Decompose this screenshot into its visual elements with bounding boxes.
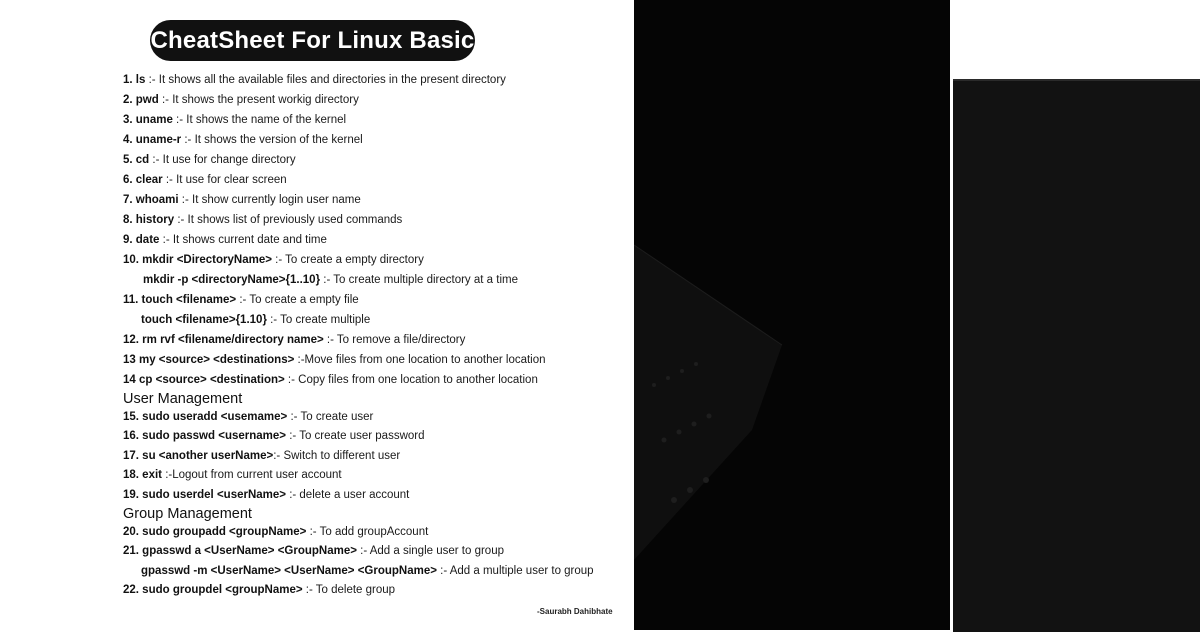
command-name: touch <filename>{1.10} xyxy=(141,314,267,326)
command-description: :- To add groupAccount xyxy=(306,525,429,538)
command-description: :- To create user password xyxy=(286,430,425,443)
command-name: 10. mkdir <DirectoryName> xyxy=(123,254,272,266)
command-description: :- Copy files from one location to another location xyxy=(284,374,538,386)
command-name: 18. exit xyxy=(123,469,162,482)
command-description: :- It use for clear screen xyxy=(162,174,287,186)
command-description: :- To create multiple xyxy=(266,314,371,326)
list-item xyxy=(123,190,628,210)
command-name: gpasswd -m <UserName> <UserName> <GroupName> xyxy=(141,564,437,577)
command-description: :- It shows the present workig directory xyxy=(158,94,359,106)
command-name: 19. sudo userdel <userName> xyxy=(123,488,286,501)
list-item xyxy=(123,350,628,370)
command-list xyxy=(123,70,628,601)
command-name: 17. su <another userName> xyxy=(123,449,274,462)
list-item xyxy=(123,230,628,250)
command-description: :- To remove a file/directory xyxy=(323,334,466,346)
command-name: 12. rm rvf <filename/directory name> xyxy=(123,334,324,346)
command-description: :- It shows list of previously used commands xyxy=(174,214,403,226)
command-description: :- To create a empty file xyxy=(236,294,359,306)
list-item xyxy=(123,310,628,330)
list-item xyxy=(123,250,628,270)
dark-photo xyxy=(634,0,950,630)
command-name: 20. sudo groupadd <groupName> xyxy=(123,525,307,538)
list-item xyxy=(123,90,628,110)
command-description: :- To create user xyxy=(287,411,374,423)
list-item xyxy=(123,486,628,505)
list-item xyxy=(123,110,628,130)
command-description: :- To delete group xyxy=(302,584,396,597)
command-name: 5. cd xyxy=(123,154,150,166)
command-description: :-Move files from one location to another location xyxy=(294,354,546,366)
command-name: 8. history xyxy=(123,214,175,226)
list-item xyxy=(123,466,628,485)
command-name: 21. gpasswd a <UserName> <GroupName> xyxy=(123,545,357,558)
command-name: 6. clear xyxy=(123,174,163,186)
list-item xyxy=(123,523,628,542)
faint-plane-graphic xyxy=(634,0,950,630)
list-item xyxy=(123,290,628,310)
list-item xyxy=(123,562,628,581)
command-description: :- To create multiple directory at a time xyxy=(320,274,518,286)
command-name: 1. ls xyxy=(123,74,146,86)
command-description: :- It shows the name of the kernel xyxy=(172,114,347,126)
list-item xyxy=(123,542,628,561)
command-name: 7. whoami xyxy=(123,194,179,206)
command-name: 15. sudo useradd <usemame> xyxy=(123,411,288,423)
list-item xyxy=(123,130,628,150)
command-name: 9. date xyxy=(123,234,160,246)
command-name: 11. touch <filename> xyxy=(123,294,237,306)
command-description: :- Add a single user to group xyxy=(356,545,504,558)
command-name: 22. sudo groupdel <groupName> xyxy=(123,584,303,597)
command-name: mkdir -p <directoryName>{1..10} xyxy=(143,274,321,286)
list-item xyxy=(123,581,628,600)
command-description: :- delete a user account xyxy=(286,488,410,501)
list-item xyxy=(123,447,628,466)
list-item xyxy=(123,70,628,90)
command-description: :- To create a empty directory xyxy=(271,254,424,266)
command-description: :- Add a multiple user to group xyxy=(436,564,594,577)
command-description: :- It show currently login user name xyxy=(178,194,361,206)
section-heading-user-management: User Management xyxy=(123,391,243,407)
list-item xyxy=(123,330,628,350)
command-name: 4. uname-r xyxy=(123,134,182,146)
list-item xyxy=(123,370,628,390)
command-name: 14 cp <source> <destination> xyxy=(123,374,285,386)
command-description: :-Logout from current user account xyxy=(162,469,342,482)
dark-panel xyxy=(953,79,1200,632)
command-name: 13 my <source> <destinations> xyxy=(123,354,295,366)
list-item xyxy=(123,427,628,446)
author-signature: -Saurabh Dahibhate xyxy=(537,607,613,616)
command-description: :- It shows the version of the kernel xyxy=(181,134,363,146)
section-heading-group-management: Group Management xyxy=(123,505,252,522)
command-name: 2. pwd xyxy=(123,94,159,106)
list-item xyxy=(123,270,628,290)
command-description: :- Switch to different user xyxy=(273,449,401,462)
cheatsheet-title: CheatSheet For Linux Basic xyxy=(150,20,475,61)
command-name: 3. uname xyxy=(123,114,173,126)
command-description: :- It shows current date and time xyxy=(159,234,327,246)
list-item xyxy=(123,150,628,170)
command-name: 16. sudo passwd <username> xyxy=(123,430,286,443)
list-item xyxy=(123,408,628,427)
command-description: :- It shows all the available files and directories in the present directory xyxy=(145,74,506,86)
command-description: :- It use for change directory xyxy=(149,154,296,166)
list-item xyxy=(123,170,628,190)
list-item xyxy=(123,210,628,230)
